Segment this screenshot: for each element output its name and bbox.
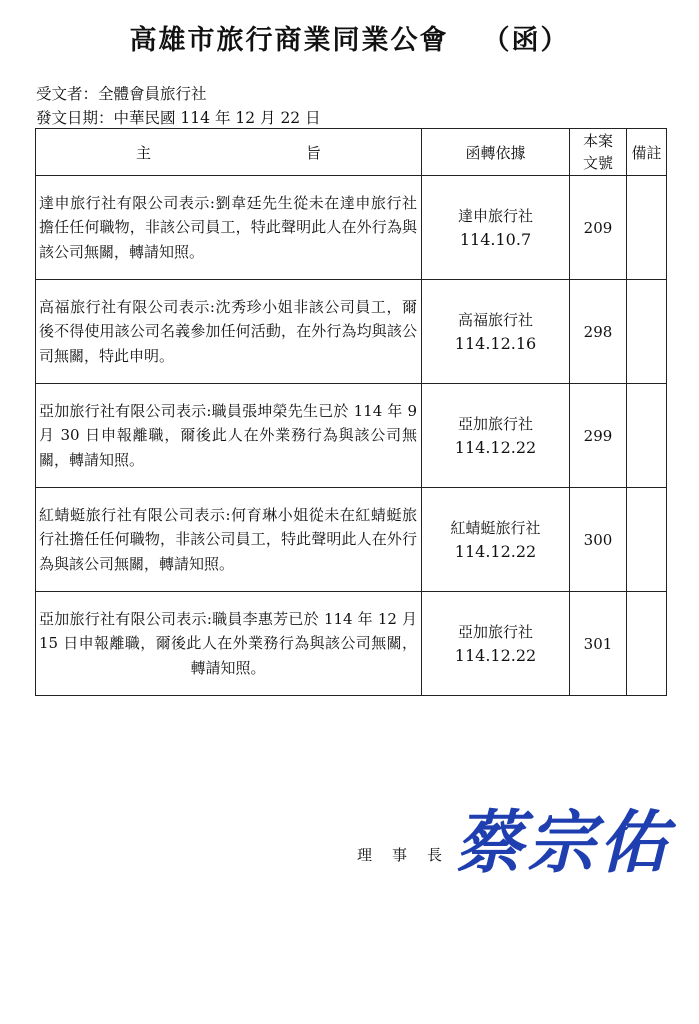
row-basis: 紅蜻蜓旅行社 114.12.22 <box>422 488 570 592</box>
row-doc-no: 299 <box>570 384 627 488</box>
row-doc-no: 298 <box>570 280 627 384</box>
table-row <box>36 176 667 280</box>
header-remarks: 備註 <box>627 129 667 176</box>
signature-block <box>0 796 699 886</box>
row-subject: 亞加旅行社有限公司表示:職員李惠芳已於 114 年 12 月 15 日申報離職，爾後此人在外業務行為與該公司無關，轉請知照。 <box>36 592 422 696</box>
row-remarks <box>627 176 667 280</box>
issue-date-line: 發文日期：中華民國 114 年 12 月 22 日 <box>36 109 321 127</box>
row-remarks <box>627 280 667 384</box>
row-remarks <box>627 384 667 488</box>
row-basis: 亞加旅行社 114.12.22 <box>422 384 570 488</box>
document-title <box>0 18 699 57</box>
table-row <box>36 592 667 696</box>
row-doc-no: 301 <box>570 592 627 696</box>
notice-table <box>35 128 667 696</box>
header-doc-no: 本案 文號 <box>570 129 627 176</box>
row-subject: 高福旅行社有限公司表示:沈秀珍小姐非該公司員工，爾後不得使用該公司名義參加任何活動，在外行為均與該公司無關，特此申明。 <box>36 280 422 384</box>
row-remarks <box>627 488 667 592</box>
row-basis: 亞加旅行社 114.12.22 <box>422 592 570 696</box>
row-doc-no: 209 <box>570 176 627 280</box>
header-subject: 主 旨 <box>36 129 422 176</box>
table-row <box>36 488 667 592</box>
row-subject: 達申旅行社有限公司表示:劉韋廷先生從未在達申旅行社擔任任何職物，非該公司員工，特此聲明此人在外行為與該公司無關，轉請知照。 <box>36 176 422 280</box>
org-name: 高雄市旅行商業同業公會 <box>129 25 449 56</box>
row-subject: 亞加旅行社有限公司表示:職員張坤榮先生已於 114 年 9 月 30 日申報離職，爾後此人在外業務行為與該公司無關，轉請知照。 <box>36 384 422 488</box>
table-row <box>36 280 667 384</box>
row-basis: 達申旅行社 114.10.7 <box>422 176 570 280</box>
chairman-label: 理事長 <box>357 846 463 864</box>
letter-type: （函） <box>482 25 570 56</box>
recipient-line: 受文者：全體會員旅行社 <box>36 85 207 103</box>
header-basis: 函轉依據 <box>422 129 570 176</box>
row-basis: 高福旅行社 114.12.16 <box>422 280 570 384</box>
row-doc-no: 300 <box>570 488 627 592</box>
row-subject: 紅蜻蜓旅行社有限公司表示:何育琳小姐從未在紅蜻蜓旅行社擔任任何職物，非該公司員工，特此聲明此人在外行為與該公司無關，轉請知照。 <box>36 488 422 592</box>
chairman-signature <box>455 796 680 882</box>
table-header-row <box>36 129 667 176</box>
table-row <box>36 384 667 488</box>
signature-name: 蔡宗佑 <box>455 803 672 882</box>
row-remarks <box>627 592 667 696</box>
